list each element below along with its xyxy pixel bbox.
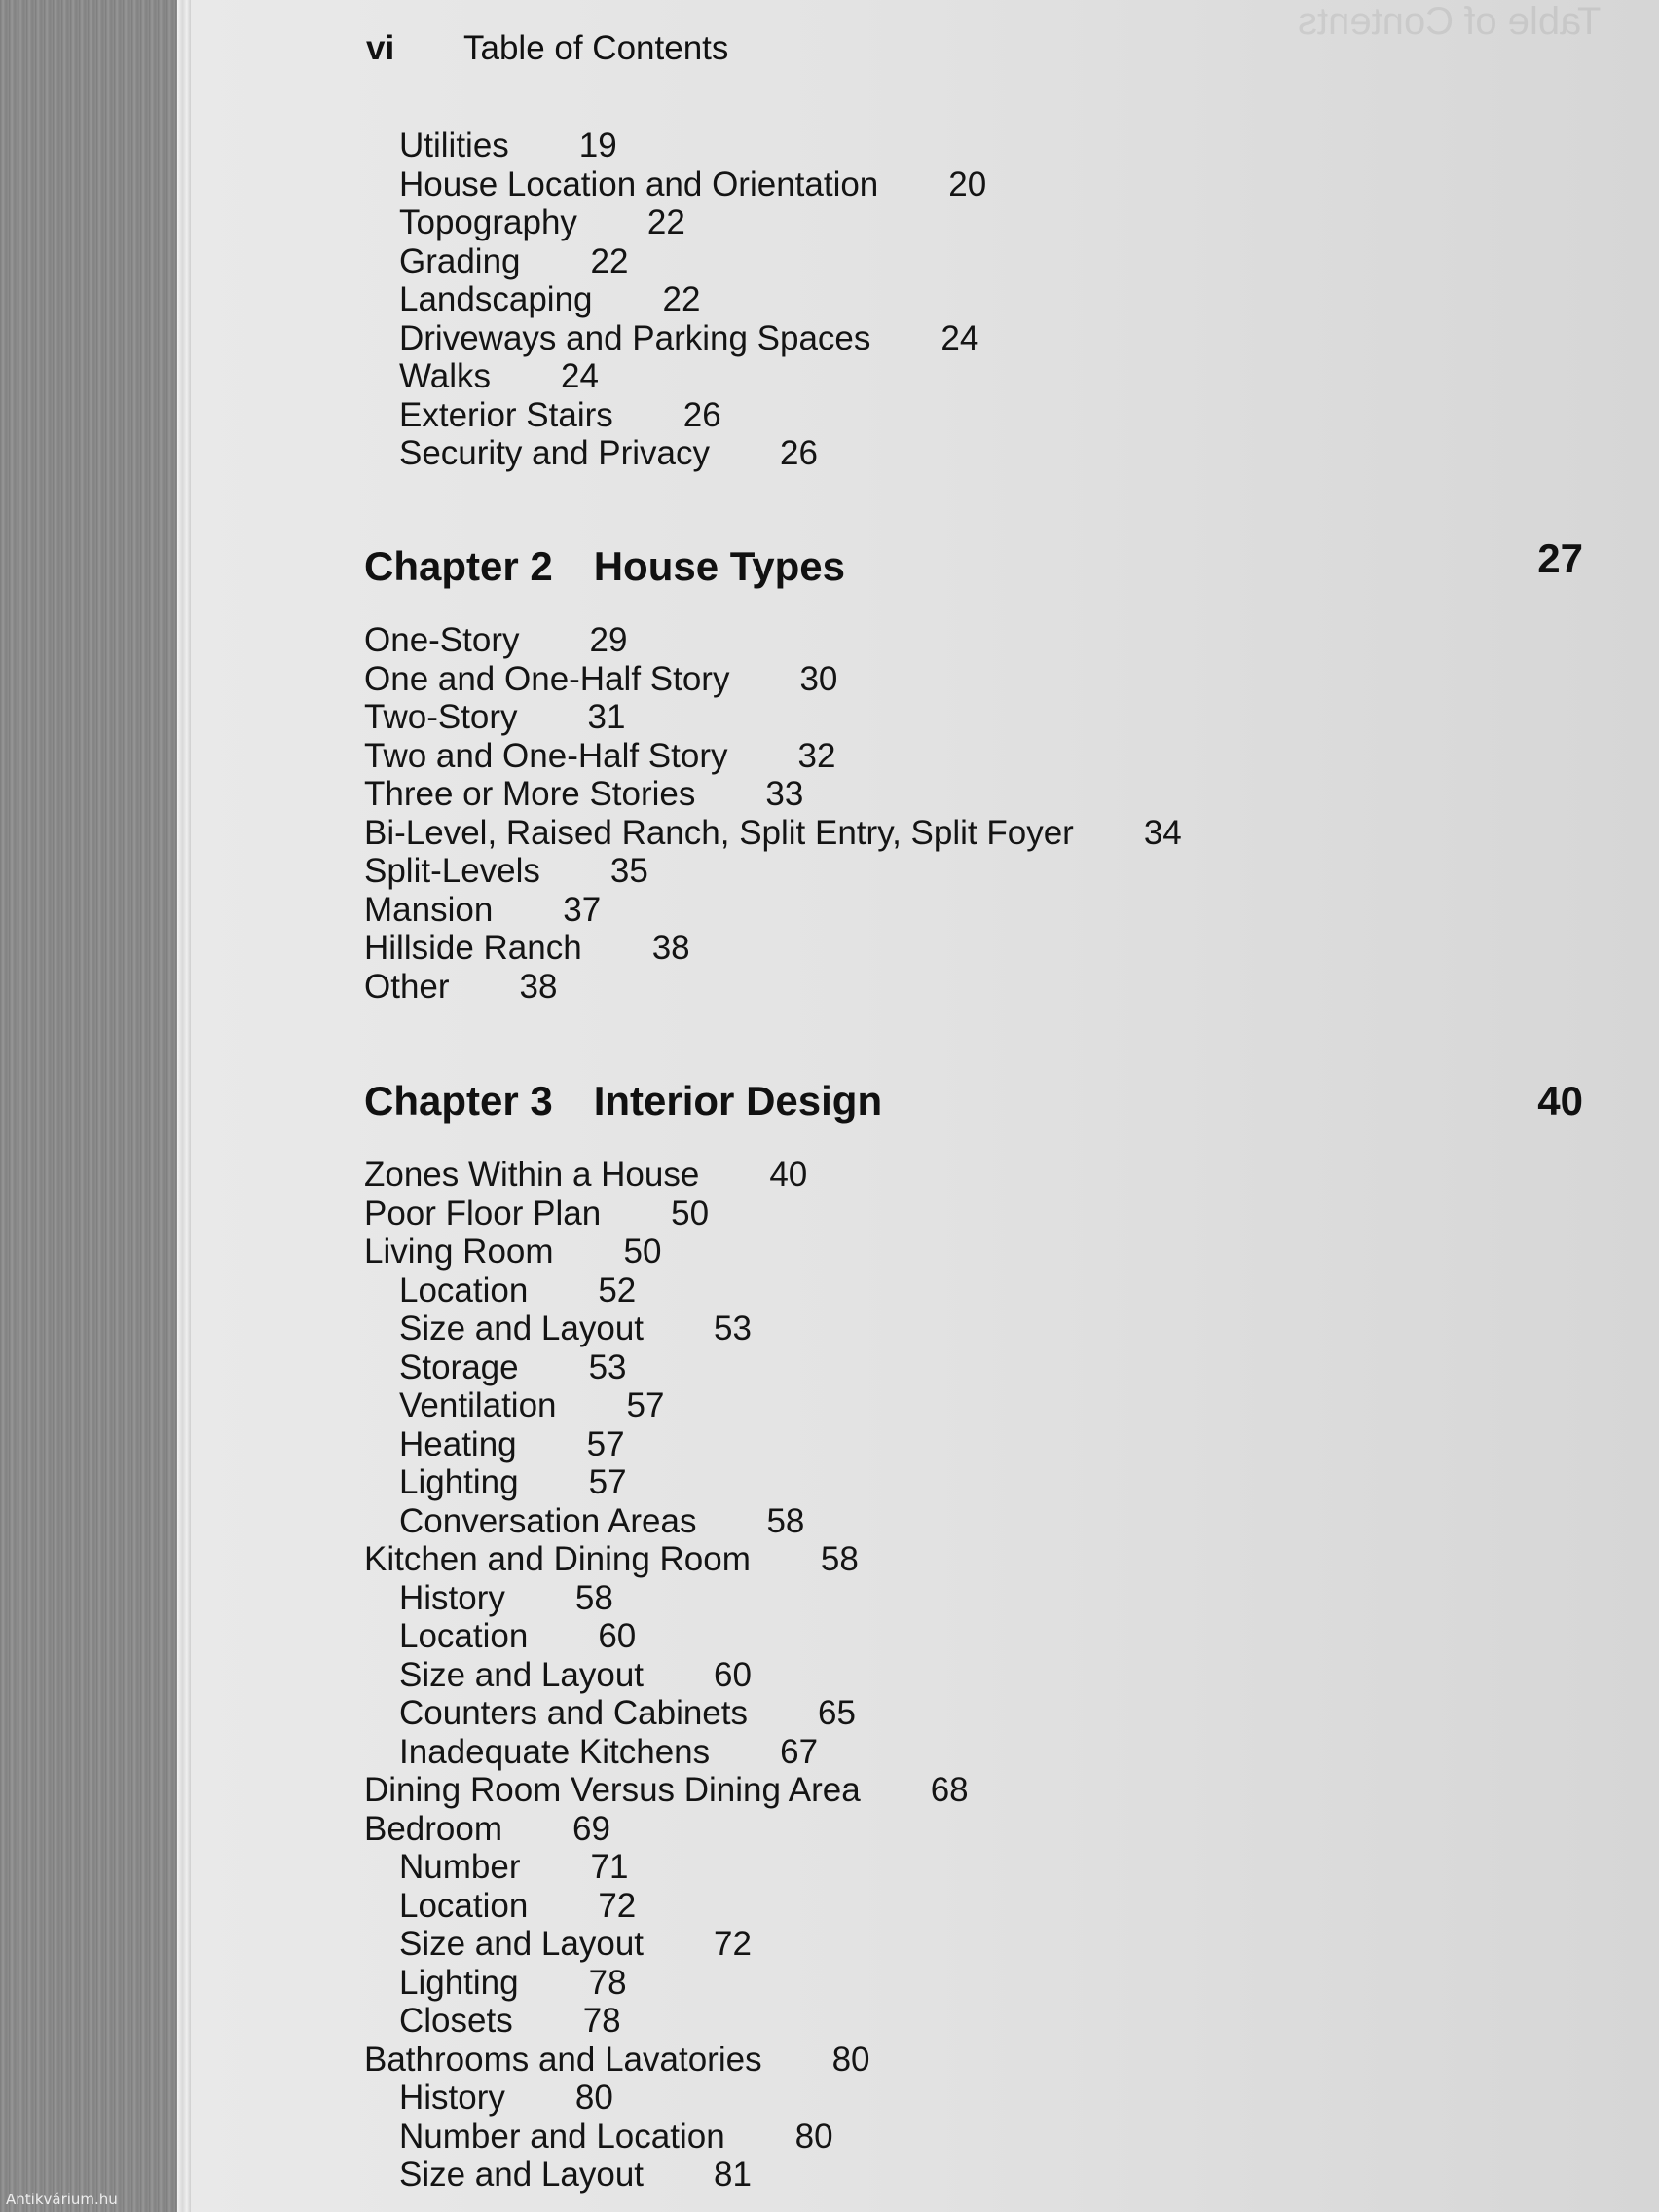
- toc-entry-page: 69: [572, 1809, 610, 1848]
- toc-entry: [399, 166, 986, 204]
- toc-entry-page: 50: [623, 1233, 662, 1271]
- toc-entry: [399, 1964, 627, 2003]
- toc-entry-label: Exterior Stairs: [399, 395, 613, 434]
- book-page: [191, 0, 1659, 2212]
- toc-entry-label: Location: [399, 1617, 529, 1655]
- table-surface: [0, 0, 177, 2212]
- toc-entry: [399, 2156, 752, 2194]
- toc-entry: [399, 2002, 621, 2041]
- toc-entry: [364, 1156, 807, 1195]
- toc-entry: [399, 1463, 627, 1502]
- chapter-title: Interior Design: [593, 1078, 883, 1124]
- toc-entry-page: 53: [588, 1347, 627, 1386]
- toc-entry: [364, 2041, 870, 2080]
- toc-entry-page: 26: [682, 395, 721, 434]
- toc-entry-page: 29: [589, 621, 628, 659]
- toc-entry-page: 58: [574, 1578, 613, 1617]
- toc-entry: [399, 1617, 636, 1656]
- toc-entry: [399, 1694, 856, 1733]
- chapter3-page: 40: [1537, 1078, 1583, 1124]
- toc-entry: [399, 203, 685, 242]
- toc-entry-label: Number: [399, 1848, 521, 1886]
- toc-entry-page: 52: [598, 1271, 637, 1309]
- toc-entry-label: Security and Privacy: [399, 434, 711, 472]
- toc-entry-page: 65: [818, 1694, 856, 1732]
- toc-entry: [364, 1771, 969, 1810]
- toc-entry-page: 22: [590, 241, 629, 280]
- toc-entry-label: Two-Story: [364, 698, 518, 736]
- toc-entry-label: One and One-Half Story: [364, 659, 730, 698]
- toc-entry: [364, 698, 625, 737]
- toc-entry-label: Topography: [399, 203, 577, 241]
- toc-entry-page: 24: [560, 357, 599, 395]
- bleed-through-text: Table of Contents: [1297, 0, 1601, 43]
- toc-entry: [399, 1502, 804, 1541]
- toc-entry-label: Size and Layout: [399, 1655, 645, 1694]
- toc-entry-label: Split-Levels: [364, 852, 540, 890]
- toc-entry-page: 57: [586, 1424, 625, 1463]
- toc-entry-page: 80: [831, 2040, 870, 2079]
- toc-entry: [364, 891, 601, 930]
- toc-entry-label: Storage: [399, 1347, 519, 1386]
- toc-entry-label: Hillside Ranch: [364, 929, 582, 967]
- toc-entry: [364, 1195, 709, 1234]
- toc-entry-label: Conversation Areas: [399, 1501, 697, 1540]
- toc-entry-page: 50: [671, 1194, 710, 1233]
- toc-entry-page: 57: [588, 1463, 627, 1501]
- toc-entry: [399, 127, 617, 166]
- toc-entry-label: Bedroom: [364, 1809, 503, 1848]
- toc-entry-page: 20: [948, 165, 987, 203]
- toc-entry: [399, 1848, 628, 1887]
- toc-entry-page: 31: [587, 698, 626, 736]
- toc-entry-page: 40: [769, 1156, 808, 1194]
- toc-entry-label: Number and Location: [399, 2117, 725, 2156]
- toc-entry-page: 78: [582, 2002, 621, 2040]
- toc-entry: [399, 280, 700, 319]
- toc-entry-page: 58: [766, 1501, 805, 1540]
- toc-entry-label: Landscaping: [399, 280, 593, 318]
- toc-entry-page: 53: [714, 1309, 752, 1347]
- toc-entry: [364, 621, 627, 660]
- toc-entry-page: 72: [598, 1886, 637, 1925]
- chapter2-page: 27: [1537, 535, 1583, 581]
- toc-entry-label: History: [399, 2079, 505, 2117]
- toc-entry: [399, 1425, 625, 1464]
- toc-entry-label: Three or More Stories: [364, 775, 696, 813]
- toc-entry: [399, 1656, 752, 1695]
- toc-entry: [364, 968, 557, 1007]
- toc-entry: [364, 660, 837, 699]
- toc-entry-page: 67: [780, 1732, 819, 1771]
- toc-entry-page: 32: [797, 736, 836, 775]
- toc-entry: [364, 1810, 610, 1849]
- toc-entry-label: Size and Layout: [399, 2156, 645, 2194]
- toc-entry-label: Location: [399, 1886, 529, 1925]
- toc-entry-label: One-Story: [364, 621, 520, 659]
- toc-entry-label: Mansion: [364, 890, 494, 929]
- toc-entry-label: Driveways and Parking Spaces: [399, 318, 871, 357]
- toc-entry-label: History: [399, 1578, 505, 1617]
- toc-entry-page: 60: [714, 1655, 752, 1694]
- toc-entry-label: Poor Floor Plan: [364, 1194, 602, 1233]
- toc-entry: [399, 1887, 636, 1926]
- toc-entry-label: Heating: [399, 1424, 517, 1463]
- toc-entry-page: 22: [646, 203, 685, 241]
- chapter2-heading: [364, 543, 845, 590]
- toc-entry-page: 38: [519, 967, 558, 1006]
- toc-entry: [399, 319, 978, 358]
- page-header: [366, 29, 728, 68]
- toc-entry-page: 58: [820, 1540, 859, 1578]
- chapter-number: Chapter 3: [364, 1078, 553, 1124]
- toc-entry-page: 19: [578, 127, 617, 165]
- toc-entry-label: Zones Within a House: [364, 1156, 700, 1194]
- toc-entry-label: Location: [399, 1271, 529, 1309]
- toc-entry: [364, 929, 690, 968]
- toc-entry-page: 78: [588, 1963, 627, 2002]
- toc-entry-label: Inadequate Kitchens: [399, 1732, 711, 1771]
- page-stack-edge: [177, 0, 191, 2212]
- toc-entry: [399, 1925, 752, 1964]
- toc-entry-label: Dining Room Versus Dining Area: [364, 1771, 861, 1809]
- toc-entry-page: 72: [714, 1925, 752, 1963]
- toc-entry-page: 57: [626, 1386, 665, 1424]
- toc-entry-page: 68: [930, 1771, 969, 1809]
- toc-entry-page: 26: [780, 434, 818, 472]
- toc-entry-page: 24: [940, 318, 979, 357]
- toc-entry: [399, 1348, 627, 1387]
- toc-entry: [364, 852, 648, 891]
- toc-entry: [399, 434, 818, 473]
- toc-entry-label: Size and Layout: [399, 1925, 645, 1963]
- toc-entry: [399, 396, 721, 435]
- toc-entry-label: Lighting: [399, 1963, 519, 2002]
- toc-entry-page: 60: [598, 1617, 637, 1655]
- toc-entry-label: Bi-Level, Raised Ranch, Split Entry, Split Foyer: [364, 813, 1074, 852]
- toc-entry: [399, 2079, 613, 2118]
- running-title: Table of Contents: [463, 29, 729, 67]
- toc-entry: [399, 2118, 833, 2157]
- toc-entry-label: Counters and Cabinets: [399, 1694, 748, 1732]
- toc-entry-page: 22: [662, 280, 701, 318]
- toc-entry-page: 30: [799, 659, 838, 698]
- toc-entry-page: 80: [794, 2117, 833, 2156]
- toc-entry-page: 71: [590, 1848, 629, 1886]
- toc-entry-label: House Location and Orientation: [399, 165, 879, 203]
- toc-entry-label: Bathrooms and Lavatories: [364, 2040, 762, 2079]
- toc-entry-page: 34: [1143, 813, 1182, 852]
- toc-entry-label: Grading: [399, 241, 521, 280]
- toc-entry: [399, 1309, 752, 1348]
- page-folio: vi: [366, 29, 395, 67]
- toc-entry: [364, 1233, 661, 1272]
- toc-entry: [399, 357, 599, 396]
- toc-entry: [399, 1733, 818, 1772]
- toc-entry-page: 80: [574, 2079, 613, 2117]
- toc-entry-label: Walks: [399, 357, 491, 395]
- toc-entry: [399, 242, 628, 281]
- toc-entry-page: 81: [714, 2156, 752, 2194]
- toc-entry-label: Lighting: [399, 1463, 519, 1501]
- toc-entry-page: 37: [563, 890, 602, 929]
- toc-entry: [364, 814, 1182, 853]
- toc-entry-label: Kitchen and Dining Room: [364, 1540, 751, 1578]
- toc-entry: [399, 1272, 636, 1310]
- toc-entry-page: 38: [651, 929, 690, 967]
- toc-entry-label: Other: [364, 967, 450, 1006]
- chapter3-heading: [364, 1078, 882, 1124]
- toc-entry-label: Utilities: [399, 127, 509, 165]
- toc-entry-label: Living Room: [364, 1233, 554, 1271]
- toc-entry: [399, 1579, 613, 1618]
- toc-entry-label: Two and One-Half Story: [364, 736, 728, 775]
- chapter-title: House Types: [593, 543, 846, 589]
- toc-entry-page: 35: [609, 852, 648, 890]
- toc-entry: [364, 737, 835, 776]
- watermark: Antikvárium.hu: [6, 2191, 118, 2208]
- chapter-number: Chapter 2: [364, 543, 553, 589]
- toc-entry: [399, 1386, 664, 1425]
- toc-entry: [364, 1540, 859, 1579]
- toc-entry-label: Ventilation: [399, 1386, 557, 1424]
- toc-entry-label: Closets: [399, 2002, 513, 2040]
- toc-entry-label: Size and Layout: [399, 1309, 645, 1347]
- toc-entry: [364, 775, 803, 814]
- toc-entry-page: 33: [765, 775, 804, 813]
